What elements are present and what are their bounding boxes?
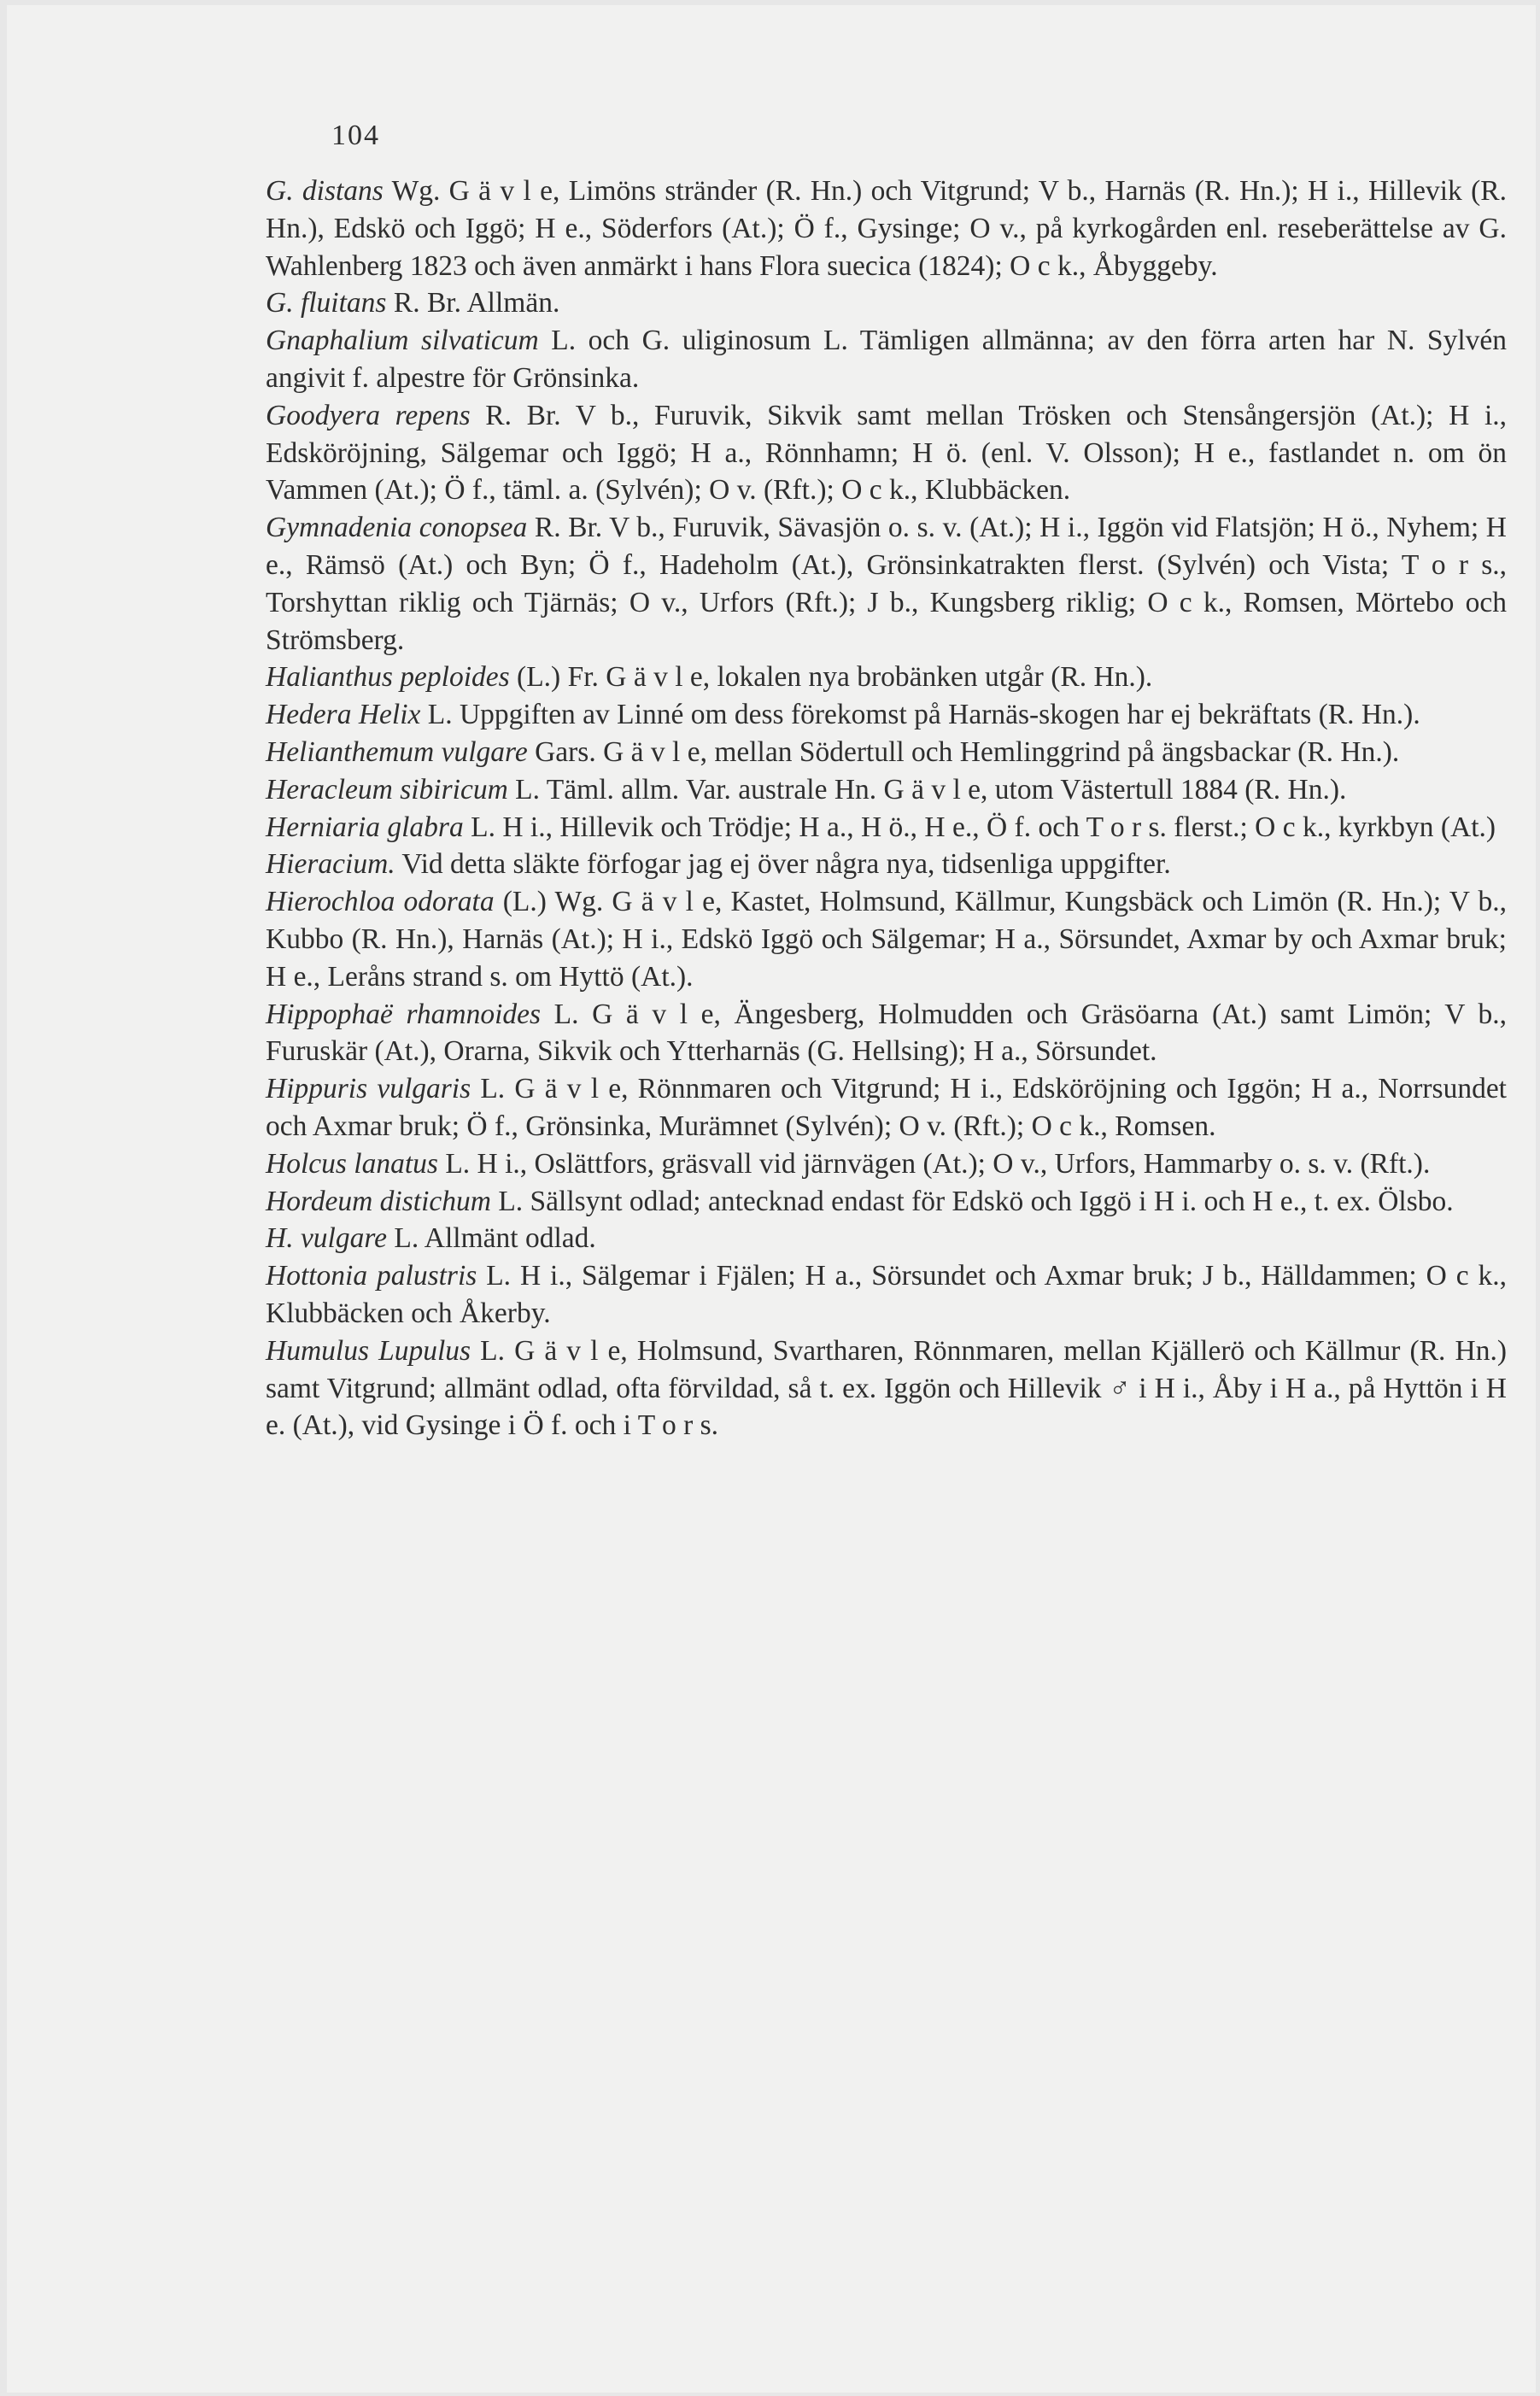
entry-text: R. Br. V b., Furuvik, Sikvik samt mellan Trösken och Stensångersjön (At.); H i., Edsköröjning, Sälgemar och Iggö; H a., Rönnhamn; H ö. (enl. V. Olsson); H e., fastlandet n. om ön Vammen (At.); Ö f., täml. a. (Sylvén); O v. (Rft.); O c k., Klubbäcken. bbox=[266, 399, 1507, 507]
entry bbox=[266, 846, 1507, 883]
entry-text: L. H i., Oslättfors, gräsvall vid järnvägen (At.); O v., Urfors, Hammarby o. s. v. (Rft.). bbox=[437, 1147, 1431, 1180]
entry-term: Hieracium. bbox=[266, 848, 395, 881]
entry-term: Hordeum distichum bbox=[266, 1185, 491, 1217]
entry-term: G. fluitans bbox=[266, 287, 387, 319]
entry bbox=[266, 1333, 1507, 1444]
entry-term: Hippophaë rhamnoides bbox=[266, 998, 542, 1030]
entry-term: Herniaria glabra bbox=[266, 811, 464, 843]
entry-text: L. G ä v l e, Ängesberg, Holmudden och Gräsöarna (At.) samt Limön; V b., Furuskär (At.), Orarna, Sikvik och Ytterharnäs (G. Hellsing); H a., Sörsundet. bbox=[266, 998, 1507, 1068]
entry bbox=[266, 173, 1507, 284]
entry bbox=[266, 1145, 1507, 1183]
entry-term: Hedera Helix bbox=[266, 699, 421, 731]
entry-term: Heracleum sibiricum bbox=[266, 773, 508, 806]
entry-term: H. vulgare bbox=[266, 1222, 388, 1255]
entry bbox=[266, 322, 1507, 397]
entry bbox=[266, 1257, 1507, 1333]
entry bbox=[266, 659, 1507, 696]
entry-text: L. G ä v l e, Rönnmaren och Vitgrund; H i., Edsköröjning och Iggön; H a., Norrsundet och Axmar bruk; Ö f., Grönsinka, Murämnet (Sylvén); O v. (Rft.); O c k., Romsen. bbox=[266, 1073, 1507, 1142]
page-number: 104 bbox=[331, 120, 380, 151]
entry-text: L. G ä v l e, Holmsund, Svartharen, Rönnmaren, mellan Kjällerö och Källmur (R. Hn.) samt Vitgrund; allmänt odlad, ofta förvildad, så t. ex. Iggön och Hillevik ♂ i H i., Åby i H a., på Hyttön i H e. (At.), vid Gysinge i Ö f. och i T o r s. bbox=[266, 1334, 1507, 1442]
entry bbox=[266, 1070, 1507, 1145]
entry bbox=[266, 284, 1507, 322]
entry-text: Vid detta släkte förfogar jag ej över några nya, tidsenliga uppgifter. bbox=[395, 848, 1171, 881]
entry bbox=[266, 696, 1507, 734]
entry-term: Hottonia palustris bbox=[266, 1260, 477, 1292]
entry-text: L. Uppgiften av Linné om dess förekomst på Harnäs-skogen har ej bekräftats (R. Hn.). bbox=[420, 699, 1420, 731]
entry-term: Holcus lanatus bbox=[266, 1147, 438, 1180]
entry-term: Goodyera repens bbox=[266, 399, 471, 431]
entry bbox=[266, 509, 1507, 659]
entry-text: Gars. G ä v l e, mellan Södertull och Hemlinggrind på ängsbackar (R. Hn.). bbox=[527, 735, 1400, 768]
entry-term: Hippuris vulgaris bbox=[266, 1073, 471, 1105]
entry-term: Humulus Lupulus bbox=[266, 1334, 471, 1367]
entry bbox=[266, 771, 1507, 809]
entry-text: L. och G. uliginosum L. Tämligen allmänna; av den förra arten har N. Sylvén angivit f. alpestre för Grönsinka. bbox=[266, 325, 1507, 394]
entry-text: L. H i., Hillevik och Trödje; H a., H ö., H e., Ö f. och T o r s. flerst.; O c k., kyrkbyn (At.) bbox=[463, 811, 1496, 843]
entry bbox=[266, 1220, 1507, 1257]
entry-text: L. Täml. allm. Var. australe Hn. G ä v l e, utom Västertull 1884 (R. Hn.). bbox=[507, 773, 1347, 806]
entry-term: Hierochloa odorata bbox=[266, 886, 495, 918]
book-page bbox=[7, 5, 1536, 2393]
entry bbox=[266, 883, 1507, 995]
entry bbox=[266, 809, 1507, 847]
entry-term: Gnaphalium silvaticum bbox=[266, 325, 539, 357]
entry-text: L. Sällsynt odlad; antecknad endast för Edskö och Iggö i H i. och H e., t. ex. Ölsbo. bbox=[490, 1185, 1454, 1217]
entry-text: L. Allmänt odlad. bbox=[387, 1222, 596, 1255]
entry bbox=[266, 397, 1507, 509]
entry-text: (L.) Wg. G ä v l e, Kastet, Holmsund, Källmur, Kungsbäck och Limön (R. Hn.); V b., Kubbo (R. Hn.), Harnäs (At.); H i., Edskö Iggö och Sälgemar; H a., Sörsundet, Axmar by och Axmar bruk; H e., Leråns strand s. om Hyttö (At.). bbox=[266, 886, 1507, 993]
entry-list bbox=[266, 173, 1507, 1444]
entry-term: Gymnadenia conopsea bbox=[266, 512, 528, 544]
entry bbox=[266, 1183, 1507, 1221]
entry-text: R. Br. V b., Furuvik, Sävasjön o. s. v. (At.); H i., Iggön vid Flatsjön; H ö., Nyhem; H e., Rämsö (At.) och Byn; Ö f., Hadeholm (At.), Grönsinkatrakten flerst. (Sylvén) och Vista; T o r s., Torshyttan riklig och Tjärnäs; O v., Urfors (Rft.); J b., Kungsberg riklig; O c k., Romsen, Mörtebo och Strömsberg. bbox=[266, 512, 1507, 656]
entry bbox=[266, 734, 1507, 771]
entry-term: G. distans bbox=[266, 175, 384, 207]
entry-term: Halianthus peploides bbox=[266, 661, 510, 694]
entry bbox=[266, 996, 1507, 1071]
entry-text: Wg. G ä v l e, Limöns stränder (R. Hn.) och Vitgrund; V b., Harnäs (R. Hn.); H i., Hillevik (R. Hn.), Edskö och Iggö; H e., Söderfors (At.); Ö f., Gysinge; O v., på kyrkogården enl. reseberättelse av G. Wahlenberg 1823 och även anmärkt i hans Flora suecica (1824); O c k., Åbyggeby. bbox=[266, 175, 1507, 282]
entry-text: L. H i., Sälgemar i Fjälen; H a., Sörsundet och Axmar bruk; J b., Hälldammen; O c k., Klubbäcken och Åkerby. bbox=[266, 1260, 1508, 1329]
entry-term: Helianthemum vulgare bbox=[266, 735, 528, 768]
entry-text: (L.) Fr. G ä v l e, lokalen nya brobänken utgår (R. Hn.). bbox=[509, 661, 1153, 694]
entry-text: R. Br. Allmän. bbox=[386, 287, 560, 319]
